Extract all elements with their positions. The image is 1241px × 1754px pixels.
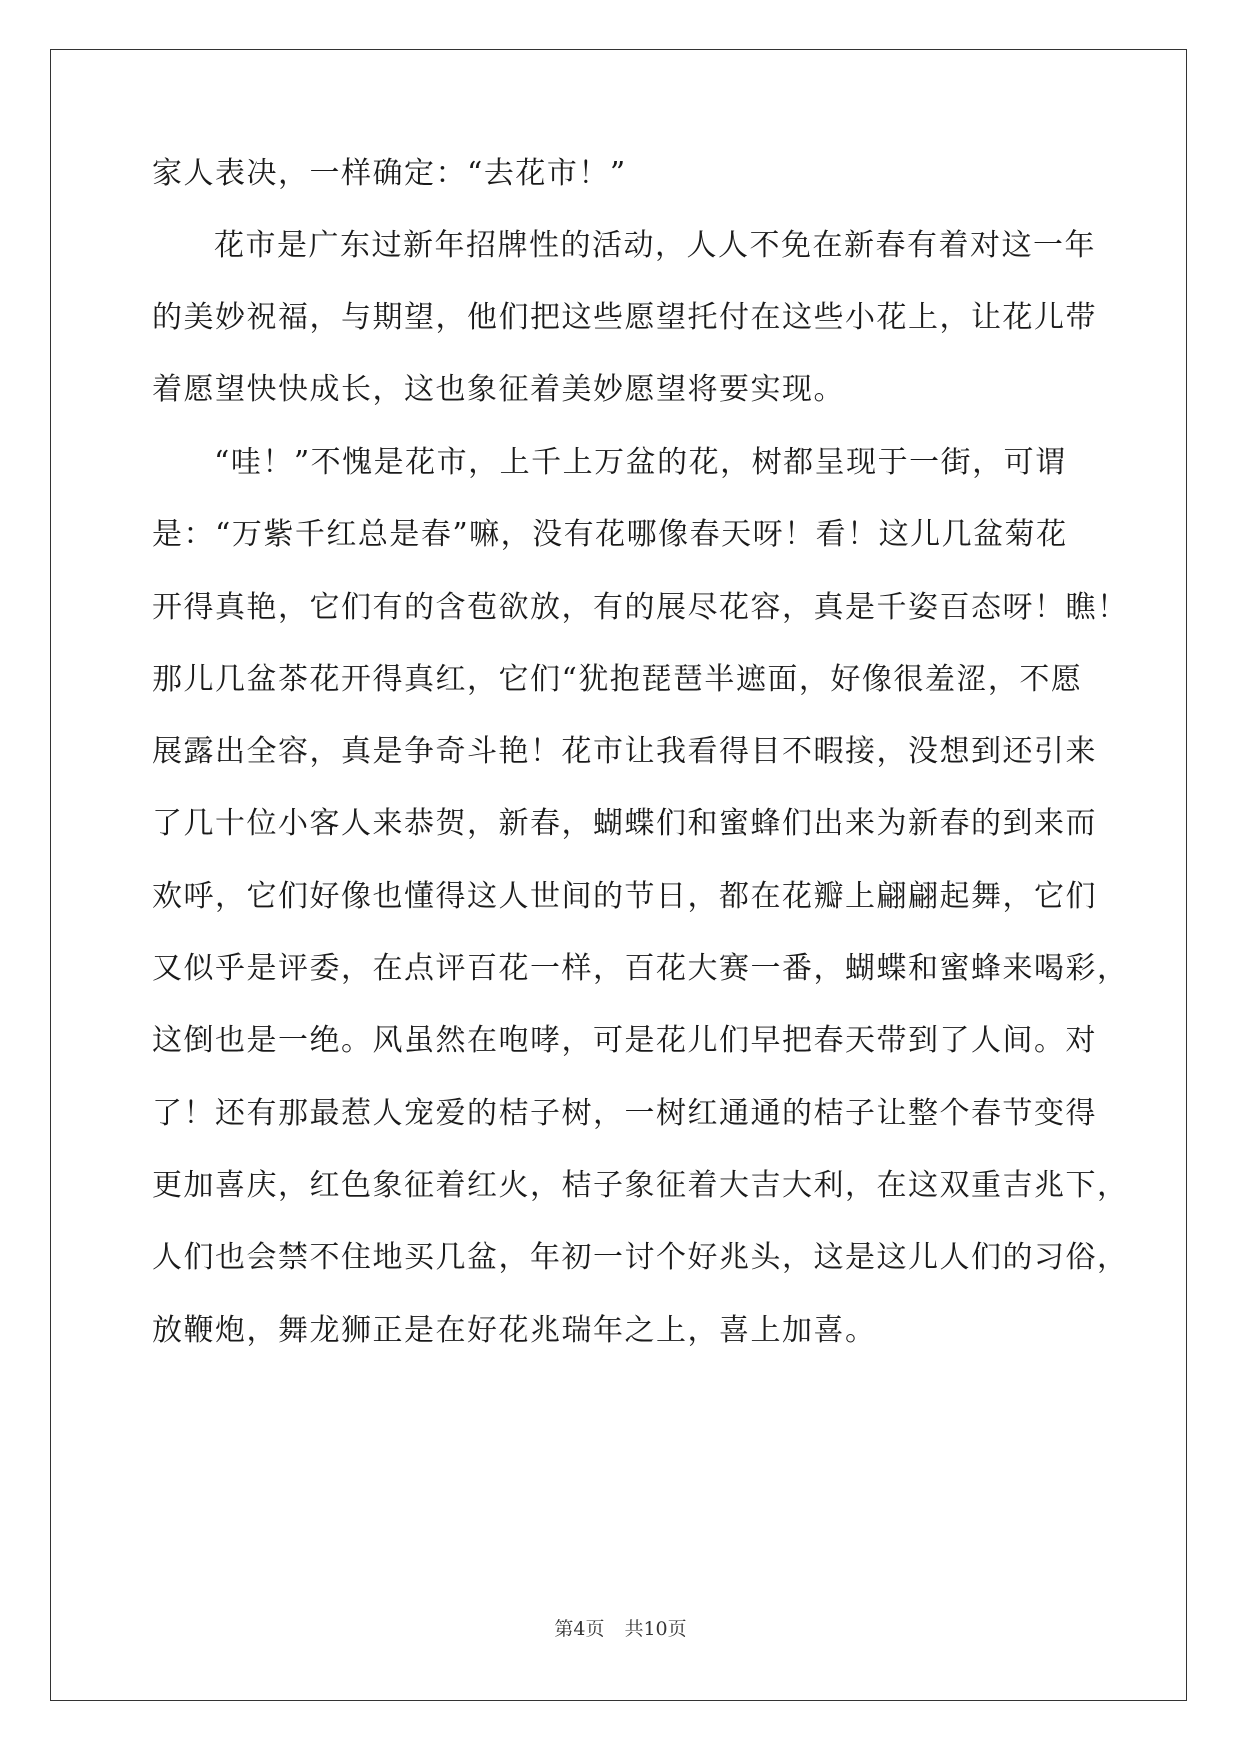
text-line: 了！还有那最惹人宠爱的桔子树，一树红通通的桔子让整个春节变得	[152, 1096, 1097, 1131]
text-line: 家人表决，一样确定：“去花市！”	[152, 156, 627, 191]
paragraph-first-line: 花市是广东过新年招牌性的活动，人人不免在新春有着对这一年	[214, 228, 1096, 263]
text-line: 放鞭炮，舞龙狮正是在好花兆瑞年之上，喜上加喜。	[152, 1313, 877, 1348]
text-line: 更加喜庆，红色象征着红火，桔子象征着大吉大利，在这双重吉兆下，	[152, 1168, 1129, 1203]
paragraph-first-line: “哇！”不愧是花市，上千上万盆的花，树都呈现于一街，可谓	[214, 445, 1067, 480]
text-line: 的美妙祝福，与期望，他们把这些愿望托付在这些小花上，让花儿带	[152, 300, 1097, 335]
text-line: 人们也会禁不住地买几盆，年初一讨个好兆头，这是这儿人们的习俗，	[152, 1240, 1129, 1275]
text-line: 展露出全容，真是争奇斗艳！花市让我看得目不暇接，没想到还引来	[152, 734, 1097, 769]
page-border	[50, 49, 1187, 1701]
text-line: 欢呼，它们好像也懂得这人世间的节日，都在花瓣上翩翩起舞，它们	[152, 879, 1097, 914]
text-line: 是：“万紫千红总是春”嘛，没有花哪像春天呀！看！这儿几盆菊花	[152, 517, 1068, 552]
page-number: 第4页	[554, 1618, 605, 1640]
page-footer	[0, 1617, 1241, 1641]
text-line: 那儿几盆茶花开得真红，它们“犹抱琵琶半遮面，好像很羞涩，不愿	[152, 662, 1083, 697]
text-line: 了几十位小客人来恭贺，新春，蝴蝶们和蜜蜂们出来为新春的到来而	[152, 806, 1097, 841]
text-line: 着愿望快快成长，这也象征着美妙愿望将要实现。	[152, 372, 845, 407]
text-line: 开得真艳，它们有的含苞欲放，有的展尽花容，真是千姿百态呀！瞧！	[152, 590, 1129, 625]
text-line: 又似乎是评委，在点评百花一样，百花大赛一番，蝴蝶和蜜蜂来喝彩，	[152, 951, 1129, 986]
page-total: 共10页	[624, 1618, 687, 1640]
text-line: 这倒也是一绝。风虽然在咆哮，可是花儿们早把春天带到了人间。对	[152, 1023, 1097, 1058]
